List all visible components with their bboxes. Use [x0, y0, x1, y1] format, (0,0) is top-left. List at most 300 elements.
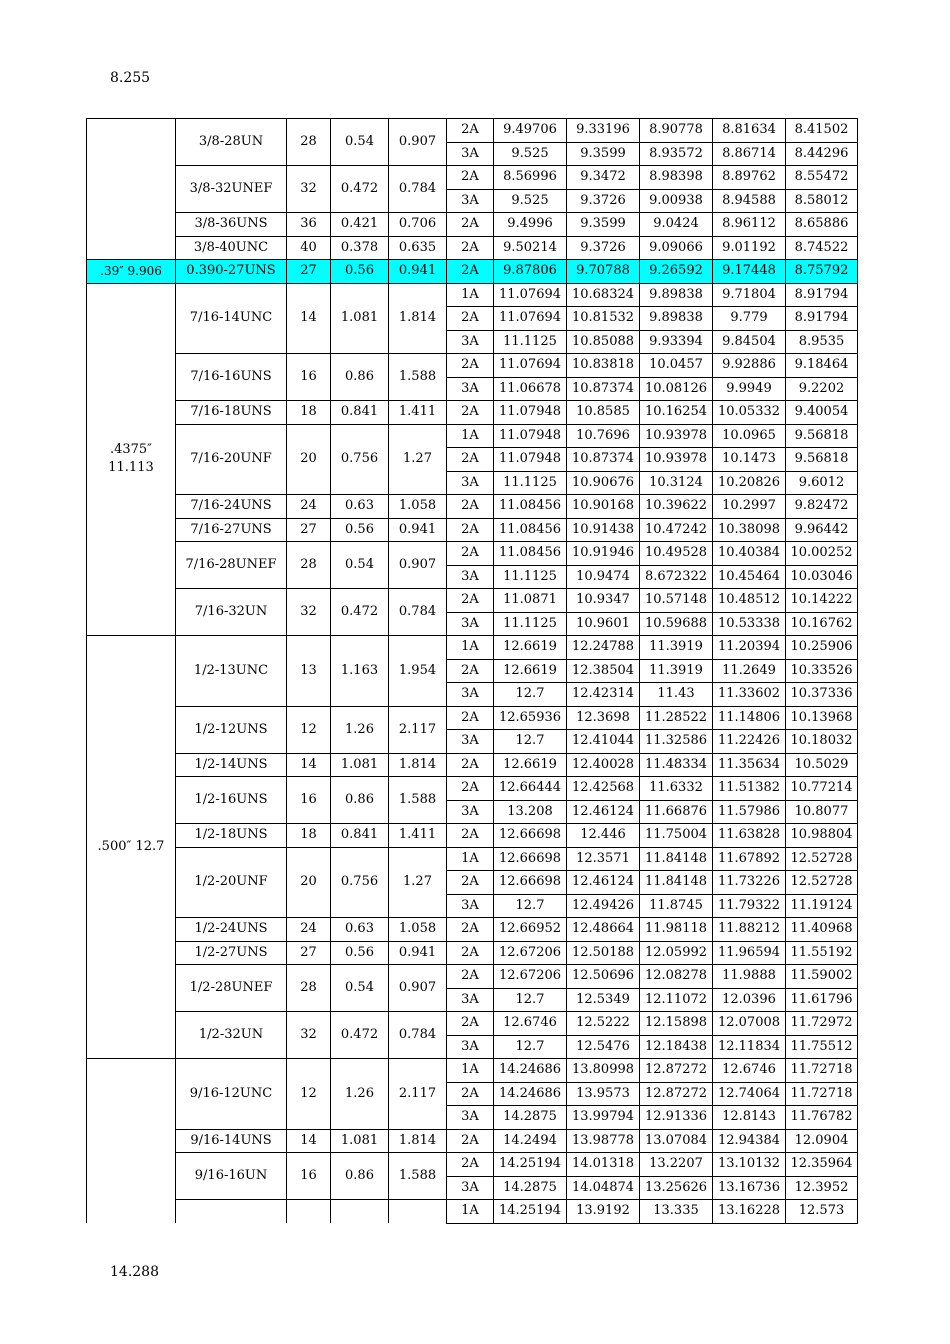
table-row	[87, 753, 858, 777]
threads-per-inch: 28	[287, 542, 331, 589]
threads-per-inch: 32	[287, 589, 331, 636]
minor-dia: 9.56818	[786, 424, 858, 448]
pitch-dia-min: 13.16736	[713, 1176, 786, 1200]
pitch-dia-max: 10.0457	[640, 354, 713, 378]
major-dia-max: 14.2875	[494, 1106, 567, 1130]
thread-class: 1A	[447, 424, 494, 448]
nominal-size-cell	[87, 119, 176, 260]
major-dia-min: 10.87374	[567, 377, 640, 401]
table-row	[87, 706, 858, 730]
table-row	[87, 918, 858, 942]
threads-per-inch: 24	[287, 918, 331, 942]
minor-dia: 9.2202	[786, 377, 858, 401]
nominal-size-cell	[87, 1059, 176, 1224]
thread-designation: 1/2-27UNS	[176, 941, 287, 965]
minor-dia: 8.41502	[786, 119, 858, 143]
thread-class: 1A	[447, 1059, 494, 1083]
pitch-dia-min: 11.73226	[713, 871, 786, 895]
thread-class: 2A	[447, 753, 494, 777]
major-dia-max: 12.6619	[494, 659, 567, 683]
thread-class: 3A	[447, 683, 494, 707]
minor-dia: 10.37336	[786, 683, 858, 707]
value-b: 1.27	[389, 847, 447, 918]
major-dia-min: 12.5349	[567, 988, 640, 1012]
major-dia-max: 12.7	[494, 683, 567, 707]
thread-designation: 3/8-32UNEF	[176, 166, 287, 213]
pitch-dia-min: 10.2997	[713, 495, 786, 519]
major-dia-max: 14.2494	[494, 1129, 567, 1153]
threads-per-inch: 13	[287, 636, 331, 707]
table-row	[87, 1153, 858, 1177]
threads-per-inch: 14	[287, 283, 331, 354]
pitch-dia-max: 9.00938	[640, 189, 713, 213]
thread-class: 2A	[447, 307, 494, 331]
pitch-dia-min: 11.79322	[713, 894, 786, 918]
value-a: 0.54	[331, 965, 389, 1012]
minor-dia: 12.35964	[786, 1153, 858, 1177]
pitch-dia-min: 10.53338	[713, 612, 786, 636]
major-dia-max: 9.4996	[494, 213, 567, 237]
minor-dia: 8.75792	[786, 260, 858, 284]
thread-class: 2A	[447, 448, 494, 472]
table-row	[87, 354, 858, 378]
pitch-dia-min: 12.11834	[713, 1035, 786, 1059]
pitch-dia-max: 8.98398	[640, 166, 713, 190]
value-b: 0.784	[389, 166, 447, 213]
pitch-dia-max: 13.07084	[640, 1129, 713, 1153]
thread-dimensions-table	[86, 118, 858, 1224]
pitch-dia-min: 11.67892	[713, 847, 786, 871]
value-a: 0.56	[331, 941, 389, 965]
pitch-dia-min: 11.96594	[713, 941, 786, 965]
thread-class: 1A	[447, 1200, 494, 1224]
major-dia-min: 10.90676	[567, 471, 640, 495]
value-a: 0.421	[331, 213, 389, 237]
minor-dia: 8.9535	[786, 330, 858, 354]
threads-per-inch	[287, 1200, 331, 1224]
table-row	[87, 589, 858, 613]
major-dia-min: 9.70788	[567, 260, 640, 284]
minor-dia: 10.00252	[786, 542, 858, 566]
major-dia-max: 9.87806	[494, 260, 567, 284]
major-dia-max: 11.1125	[494, 612, 567, 636]
pitch-dia-min: 11.9888	[713, 965, 786, 989]
pitch-dia-min: 10.40384	[713, 542, 786, 566]
pitch-dia-max: 10.39622	[640, 495, 713, 519]
pitch-dia-min: 12.6746	[713, 1059, 786, 1083]
pitch-dia-max: 11.3919	[640, 659, 713, 683]
major-dia-max: 11.08456	[494, 495, 567, 519]
major-dia-min: 10.91946	[567, 542, 640, 566]
thread-class: 2A	[447, 518, 494, 542]
value-a: 1.081	[331, 1129, 389, 1153]
value-a: 1.26	[331, 1059, 389, 1130]
thread-class: 2A	[447, 213, 494, 237]
major-dia-max: 11.1125	[494, 330, 567, 354]
table-row	[87, 213, 858, 237]
threads-per-inch: 12	[287, 706, 331, 753]
pitch-dia-min: 9.71804	[713, 283, 786, 307]
minor-dia: 11.72718	[786, 1082, 858, 1106]
pitch-dia-max: 9.0424	[640, 213, 713, 237]
pitch-dia-min: 12.74064	[713, 1082, 786, 1106]
pitch-dia-min: 12.94384	[713, 1129, 786, 1153]
major-dia-max: 14.24686	[494, 1059, 567, 1083]
minor-dia: 11.72718	[786, 1059, 858, 1083]
thread-designation	[176, 1200, 287, 1224]
thread-class: 1A	[447, 847, 494, 871]
major-dia-min: 9.3472	[567, 166, 640, 190]
value-b: 1.588	[389, 1153, 447, 1200]
minor-dia: 10.5029	[786, 753, 858, 777]
thread-class: 2A	[447, 542, 494, 566]
pitch-dia-max: 9.26592	[640, 260, 713, 284]
minor-dia: 9.40054	[786, 401, 858, 425]
major-dia-min: 10.9474	[567, 565, 640, 589]
major-dia-min: 12.42314	[567, 683, 640, 707]
pitch-dia-min: 11.51382	[713, 777, 786, 801]
major-dia-min: 9.3599	[567, 213, 640, 237]
minor-dia: 10.16762	[786, 612, 858, 636]
pitch-dia-min: 8.81634	[713, 119, 786, 143]
thread-designation: 1/2-28UNEF	[176, 965, 287, 1012]
minor-dia: 10.77214	[786, 777, 858, 801]
minor-dia: 11.40968	[786, 918, 858, 942]
pitch-dia-max: 12.08278	[640, 965, 713, 989]
minor-dia: 12.52728	[786, 871, 858, 895]
major-dia-max: 11.07694	[494, 283, 567, 307]
major-dia-max: 12.65936	[494, 706, 567, 730]
minor-dia: 10.14222	[786, 589, 858, 613]
value-a: 0.56	[331, 260, 389, 284]
pitch-dia-min: 10.20826	[713, 471, 786, 495]
minor-dia: 9.18464	[786, 354, 858, 378]
minor-dia: 10.13968	[786, 706, 858, 730]
pitch-dia-min: 8.86714	[713, 142, 786, 166]
thread-designation: 7/16-18UNS	[176, 401, 287, 425]
thread-designation: 7/16-14UNC	[176, 283, 287, 354]
major-dia-max: 9.50214	[494, 236, 567, 260]
pitch-dia-min: 12.07008	[713, 1012, 786, 1036]
pitch-dia-min: 11.20394	[713, 636, 786, 660]
thread-designation: 9/16-16UN	[176, 1153, 287, 1200]
major-dia-min: 10.87374	[567, 448, 640, 472]
thread-designation: 1/2-13UNC	[176, 636, 287, 707]
value-b: 0.941	[389, 260, 447, 284]
threads-per-inch: 27	[287, 518, 331, 542]
major-dia-min: 10.90168	[567, 495, 640, 519]
major-dia-min: 13.99794	[567, 1106, 640, 1130]
thread-designation: 7/16-20UNF	[176, 424, 287, 495]
pitch-dia-max: 10.16254	[640, 401, 713, 425]
minor-dia: 11.19124	[786, 894, 858, 918]
major-dia-min: 9.3726	[567, 236, 640, 260]
value-b: 1.27	[389, 424, 447, 495]
pitch-dia-max: 10.93978	[640, 448, 713, 472]
thread-class: 2A	[447, 1129, 494, 1153]
major-dia-min: 13.9573	[567, 1082, 640, 1106]
value-b: 0.706	[389, 213, 447, 237]
pitch-dia-min: 9.01192	[713, 236, 786, 260]
pitch-dia-min: 12.0396	[713, 988, 786, 1012]
minor-dia: 10.18032	[786, 730, 858, 754]
thread-class: 3A	[447, 565, 494, 589]
major-dia-min: 10.91438	[567, 518, 640, 542]
major-dia-min: 12.40028	[567, 753, 640, 777]
nominal-size-cell: .500″ 12.7	[87, 636, 176, 1059]
thread-designation: 9/16-12UNC	[176, 1059, 287, 1130]
value-a: 0.756	[331, 424, 389, 495]
major-dia-min: 12.24788	[567, 636, 640, 660]
pitch-dia-max: 11.32586	[640, 730, 713, 754]
pitch-dia-min: 12.8143	[713, 1106, 786, 1130]
threads-per-inch: 32	[287, 166, 331, 213]
thread-class: 2A	[447, 1153, 494, 1177]
thread-class: 2A	[447, 659, 494, 683]
major-dia-max: 12.7	[494, 894, 567, 918]
major-dia-max: 11.0871	[494, 589, 567, 613]
major-dia-max: 9.49706	[494, 119, 567, 143]
threads-per-inch: 40	[287, 236, 331, 260]
thread-class: 3A	[447, 730, 494, 754]
value-a: 0.54	[331, 119, 389, 166]
major-dia-min: 12.50696	[567, 965, 640, 989]
major-dia-max: 12.6619	[494, 636, 567, 660]
major-dia-min: 10.85088	[567, 330, 640, 354]
value-a: 0.472	[331, 166, 389, 213]
pitch-dia-min: 10.38098	[713, 518, 786, 542]
thread-class: 2A	[447, 495, 494, 519]
minor-dia: 8.55472	[786, 166, 858, 190]
minor-dia: 8.65886	[786, 213, 858, 237]
thread-class: 3A	[447, 612, 494, 636]
threads-per-inch: 24	[287, 495, 331, 519]
thread-designation: 1/2-32UN	[176, 1012, 287, 1059]
pitch-dia-min: 11.88212	[713, 918, 786, 942]
minor-dia: 9.96442	[786, 518, 858, 542]
major-dia-min: 9.3599	[567, 142, 640, 166]
major-dia-min: 12.446	[567, 824, 640, 848]
minor-dia: 11.76782	[786, 1106, 858, 1130]
pitch-dia-max: 12.18438	[640, 1035, 713, 1059]
value-b: 1.411	[389, 824, 447, 848]
minor-dia: 8.91794	[786, 307, 858, 331]
pitch-dia-max: 10.49528	[640, 542, 713, 566]
threads-per-inch: 14	[287, 753, 331, 777]
thread-designation: 1/2-16UNS	[176, 777, 287, 824]
major-dia-min: 13.98778	[567, 1129, 640, 1153]
major-dia-min: 12.42568	[567, 777, 640, 801]
minor-dia: 12.52728	[786, 847, 858, 871]
pitch-dia-max: 13.2207	[640, 1153, 713, 1177]
major-dia-max: 14.25194	[494, 1153, 567, 1177]
threads-per-inch: 20	[287, 424, 331, 495]
thread-class: 2A	[447, 918, 494, 942]
thread-class: 3A	[447, 377, 494, 401]
threads-per-inch: 18	[287, 401, 331, 425]
pitch-dia-min: 11.63828	[713, 824, 786, 848]
thread-class: 3A	[447, 800, 494, 824]
major-dia-min: 10.83818	[567, 354, 640, 378]
value-a: 0.472	[331, 589, 389, 636]
value-a: 0.841	[331, 824, 389, 848]
table-row	[87, 518, 858, 542]
value-b: 2.117	[389, 706, 447, 753]
major-dia-min: 10.81532	[567, 307, 640, 331]
pitch-dia-min: 9.84504	[713, 330, 786, 354]
pitch-dia-max: 12.11072	[640, 988, 713, 1012]
major-dia-max: 11.1125	[494, 471, 567, 495]
thread-class: 2A	[447, 941, 494, 965]
table-row	[87, 542, 858, 566]
value-b: 0.635	[389, 236, 447, 260]
minor-dia: 8.58012	[786, 189, 858, 213]
major-dia-max: 12.66444	[494, 777, 567, 801]
major-dia-max: 11.06678	[494, 377, 567, 401]
minor-dia: 9.56818	[786, 448, 858, 472]
value-b: 2.117	[389, 1059, 447, 1130]
thread-class: 2A	[447, 777, 494, 801]
table-row	[87, 283, 858, 307]
major-dia-min: 12.50188	[567, 941, 640, 965]
major-dia-min: 10.7696	[567, 424, 640, 448]
pitch-dia-max: 11.6332	[640, 777, 713, 801]
minor-dia: 11.59002	[786, 965, 858, 989]
pitch-dia-max: 12.15898	[640, 1012, 713, 1036]
value-a: 0.86	[331, 777, 389, 824]
pitch-dia-max: 11.43	[640, 683, 713, 707]
pitch-dia-min: 8.96112	[713, 213, 786, 237]
major-dia-min: 12.38504	[567, 659, 640, 683]
thread-class: 2A	[447, 706, 494, 730]
threads-per-inch: 36	[287, 213, 331, 237]
major-dia-max: 12.6619	[494, 753, 567, 777]
pitch-dia-max: 12.87272	[640, 1082, 713, 1106]
thread-designation: 1/2-20UNF	[176, 847, 287, 918]
thread-designation: 0.390-27UNS	[176, 260, 287, 284]
table-row	[87, 166, 858, 190]
pitch-dia-min: 11.22426	[713, 730, 786, 754]
threads-per-inch: 16	[287, 354, 331, 401]
thread-designation: 3/8-36UNS	[176, 213, 287, 237]
table-row	[87, 119, 858, 143]
major-dia-max: 14.24686	[494, 1082, 567, 1106]
value-b: 0.907	[389, 119, 447, 166]
pitch-dia-max: 11.66876	[640, 800, 713, 824]
pitch-dia-max: 12.87272	[640, 1059, 713, 1083]
minor-dia: 10.03046	[786, 565, 858, 589]
pitch-dia-max: 8.672322	[640, 565, 713, 589]
minor-dia: 9.82472	[786, 495, 858, 519]
pitch-dia-max: 13.335	[640, 1200, 713, 1224]
table-row	[87, 1200, 858, 1224]
thread-class: 3A	[447, 142, 494, 166]
thread-class: 2A	[447, 1012, 494, 1036]
major-dia-max: 14.2875	[494, 1176, 567, 1200]
minor-dia: 12.0904	[786, 1129, 858, 1153]
value-a: 1.26	[331, 706, 389, 753]
value-a: 1.081	[331, 283, 389, 354]
value-b: 0.907	[389, 542, 447, 589]
thread-class: 3A	[447, 330, 494, 354]
table-row	[87, 495, 858, 519]
thread-designation: 7/16-27UNS	[176, 518, 287, 542]
minor-dia: 12.3952	[786, 1176, 858, 1200]
table-row	[87, 636, 858, 660]
major-dia-max: 12.7	[494, 730, 567, 754]
major-dia-max: 13.208	[494, 800, 567, 824]
thread-designation: 1/2-12UNS	[176, 706, 287, 753]
thread-class: 3A	[447, 894, 494, 918]
value-a: 0.54	[331, 542, 389, 589]
major-dia-min: 13.80998	[567, 1059, 640, 1083]
major-dia-max: 12.66952	[494, 918, 567, 942]
minor-dia: 8.91794	[786, 283, 858, 307]
major-dia-max: 12.66698	[494, 824, 567, 848]
major-dia-min: 14.04874	[567, 1176, 640, 1200]
pitch-dia-max: 11.98118	[640, 918, 713, 942]
thread-class: 1A	[447, 636, 494, 660]
major-dia-max: 12.67206	[494, 941, 567, 965]
thread-class: 3A	[447, 1035, 494, 1059]
thread-designation: 9/16-14UNS	[176, 1129, 287, 1153]
value-b: 0.784	[389, 1012, 447, 1059]
major-dia-min: 12.5222	[567, 1012, 640, 1036]
thread-designation: 7/16-32UN	[176, 589, 287, 636]
thread-class: 1A	[447, 283, 494, 307]
pitch-dia-max: 11.8745	[640, 894, 713, 918]
threads-per-inch: 16	[287, 777, 331, 824]
pitch-dia-min: 8.94588	[713, 189, 786, 213]
pitch-dia-max: 9.93394	[640, 330, 713, 354]
minor-dia: 10.98804	[786, 824, 858, 848]
thread-class: 2A	[447, 260, 494, 284]
major-dia-min: 9.3726	[567, 189, 640, 213]
major-dia-max: 12.66698	[494, 847, 567, 871]
pitch-dia-max: 11.75004	[640, 824, 713, 848]
pitch-dia-min: 11.57986	[713, 800, 786, 824]
value-b: 1.058	[389, 495, 447, 519]
value-b: 0.784	[389, 589, 447, 636]
major-dia-max: 11.07948	[494, 424, 567, 448]
major-dia-min: 12.48664	[567, 918, 640, 942]
table-row	[87, 1059, 858, 1083]
thread-class: 3A	[447, 1176, 494, 1200]
major-dia-max: 12.6746	[494, 1012, 567, 1036]
threads-per-inch: 27	[287, 941, 331, 965]
thread-class: 2A	[447, 166, 494, 190]
major-dia-min: 12.41044	[567, 730, 640, 754]
pitch-dia-max: 11.84148	[640, 871, 713, 895]
major-dia-min: 10.68324	[567, 283, 640, 307]
value-a: 0.841	[331, 401, 389, 425]
value-b: 1.588	[389, 354, 447, 401]
value-a: 1.081	[331, 753, 389, 777]
value-b: 1.411	[389, 401, 447, 425]
minor-dia: 11.55192	[786, 941, 858, 965]
major-dia-max: 11.07948	[494, 448, 567, 472]
pitch-dia-min: 13.10132	[713, 1153, 786, 1177]
major-dia-min: 12.3571	[567, 847, 640, 871]
threads-per-inch: 16	[287, 1153, 331, 1200]
pitch-dia-min: 10.48512	[713, 589, 786, 613]
major-dia-max: 11.07694	[494, 354, 567, 378]
thread-class: 2A	[447, 965, 494, 989]
pitch-dia-min: 9.9949	[713, 377, 786, 401]
major-dia-min: 12.5476	[567, 1035, 640, 1059]
table-row	[87, 777, 858, 801]
minor-dia: 10.8077	[786, 800, 858, 824]
